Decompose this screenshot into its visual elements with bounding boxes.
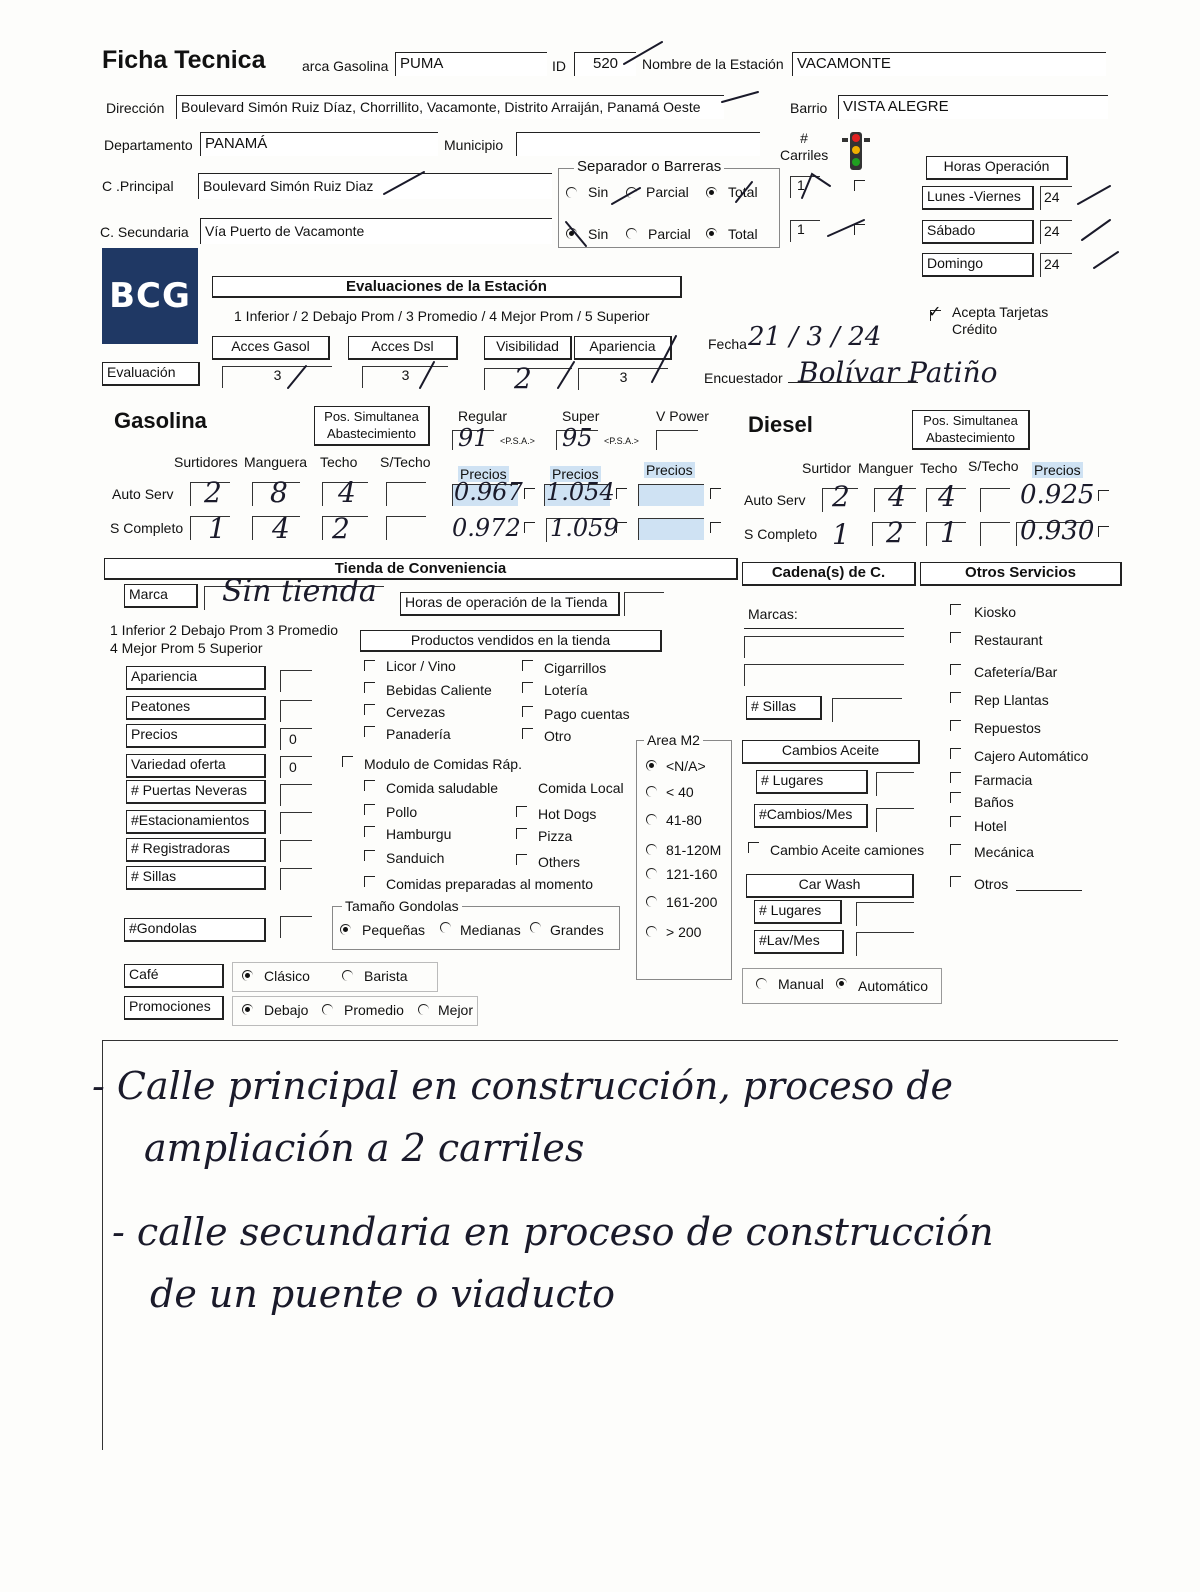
diesel-scompleto-surtidor[interactable]: 1 bbox=[832, 518, 850, 551]
rating-apariencia-field[interactable] bbox=[280, 670, 312, 692]
cambios-mes-field[interactable] bbox=[876, 808, 914, 832]
gas-autoserv-label: Auto Serv bbox=[112, 486, 174, 502]
gas-scompleto-label: S Completo bbox=[110, 520, 184, 536]
direccion-field[interactable]: Boulevard Simón Ruiz Díaz, Chorrillito, Vacamonte, Distrito Arraiján, Panamá Oeste bbox=[176, 95, 724, 119]
marca-field[interactable]: PUMA bbox=[395, 52, 547, 76]
diesel-scompleto-manguer: 2 bbox=[886, 516, 904, 549]
col-techo: Techo bbox=[320, 454, 358, 470]
repuestos-checkbox[interactable] bbox=[950, 720, 961, 731]
hamburgu-label: Hamburgu bbox=[386, 826, 452, 842]
cajero-label: Cajero Automático bbox=[974, 748, 1089, 764]
lav-mes-field[interactable] bbox=[856, 932, 914, 956]
diesel-autoserv-techo: 4 bbox=[938, 480, 956, 513]
note-line-1: - Calle principal en construcción, proceso de bbox=[92, 1064, 954, 1108]
gas-scompleto-stecho-field[interactable] bbox=[386, 516, 426, 540]
note-line-3: - calle secundaria en proceso de construcción bbox=[112, 1210, 994, 1254]
pago-cuentas-label: Pago cuentas bbox=[544, 706, 630, 722]
area-41-80-label: 41-80 bbox=[666, 812, 702, 828]
hot-dogs-label: Hot Dogs bbox=[538, 806, 597, 822]
evaluacion-label: Evaluación bbox=[102, 362, 200, 386]
banos-checkbox[interactable] bbox=[950, 792, 961, 803]
area-81-120-radio[interactable] bbox=[646, 844, 657, 855]
comida-saludable-checkbox[interactable] bbox=[364, 780, 375, 791]
gas-scompleto-vpower-check[interactable] bbox=[710, 522, 721, 533]
cambio-camiones-label: Cambio Aceite camiones bbox=[770, 842, 925, 858]
gas-autoserv-stecho-field[interactable] bbox=[386, 482, 426, 506]
area-group bbox=[636, 740, 732, 980]
diesel-scompleto-techo: 1 bbox=[940, 516, 958, 549]
municipio-field[interactable] bbox=[516, 132, 760, 156]
otro-checkbox[interactable] bbox=[522, 728, 533, 739]
principal-label: C .Principal bbox=[102, 178, 174, 194]
rating-puertas-label: # Puertas Neveras bbox=[126, 780, 266, 804]
diesel-autoserv-surtidor: 2 bbox=[832, 480, 850, 513]
notes-top-border bbox=[102, 1040, 1118, 1041]
apariencia-label: Apariencia bbox=[574, 336, 672, 360]
evaluaciones-title: Evaluaciones de la Estación bbox=[212, 276, 682, 298]
principal-sin-radio[interactable] bbox=[566, 187, 577, 198]
grandes-radio[interactable] bbox=[530, 922, 541, 933]
separador-legend: Separador o Barreras bbox=[574, 158, 724, 175]
traffic-light-icon bbox=[842, 132, 870, 172]
bebidas-label: Bebidas Caliente bbox=[386, 682, 492, 698]
loteria-label: Lotería bbox=[544, 682, 588, 698]
repuestos-label: Repuestos bbox=[974, 720, 1041, 736]
rating-apariencia-label: Apariencia bbox=[126, 666, 266, 690]
manual-label: Manual bbox=[778, 976, 824, 992]
sanduich-checkbox[interactable] bbox=[364, 850, 375, 861]
gas-scompleto-surtidores: 1 bbox=[208, 512, 226, 545]
rating-estacionamientos-field[interactable] bbox=[280, 812, 312, 834]
cafe-barista-radio[interactable] bbox=[342, 970, 353, 981]
cajero-checkbox[interactable] bbox=[950, 748, 961, 759]
acces-gasol-label: Acces Gasol bbox=[212, 336, 330, 360]
rating-sillas-field[interactable] bbox=[280, 868, 312, 890]
tienda-scale-1: 1 Inferior 2 Debajo Prom 3 Promedio bbox=[110, 622, 338, 638]
principal-parcial-radio[interactable] bbox=[626, 187, 637, 198]
rating-registradoras-label: # Registradoras bbox=[126, 838, 266, 862]
cafeteria-label: Cafetería/Bar bbox=[974, 664, 1058, 680]
super-octane-value: 95 bbox=[562, 424, 593, 452]
gas-scompleto-super-price: 1.059 bbox=[550, 514, 619, 542]
gas-autoserv-regular-check[interactable] bbox=[524, 488, 535, 499]
diesel-col-manguer: Manguer bbox=[858, 460, 914, 476]
comida-saludable-label: Comida saludable bbox=[386, 780, 499, 796]
tamano-legend: Tamaño Gondolas bbox=[342, 898, 462, 914]
encuestador-label: Encuestador bbox=[704, 370, 783, 386]
pizza-label: Pizza bbox=[538, 828, 573, 844]
visibilidad-label: Visibilidad bbox=[484, 336, 572, 360]
cafe-clasico-label: Clásico bbox=[264, 968, 310, 984]
rating-peatones-label: Peatones bbox=[126, 696, 266, 720]
acces-gasol-field[interactable]: 3 bbox=[222, 366, 332, 388]
gas-scompleto-manguera: 4 bbox=[272, 512, 290, 545]
farmacia-label: Farmacia bbox=[974, 772, 1033, 788]
rating-variedad-field[interactable]: 0 bbox=[280, 756, 312, 778]
licor-label: Licor / Vino bbox=[386, 658, 456, 674]
cafe-label: Café bbox=[124, 964, 224, 988]
horas-title: Horas Operación bbox=[926, 156, 1068, 180]
others-label: Others bbox=[538, 854, 581, 870]
medianas-label: Medianas bbox=[460, 922, 521, 938]
restaurant-label: Restaurant bbox=[974, 632, 1043, 648]
others-checkbox[interactable] bbox=[516, 854, 527, 865]
gas-autoserv-vpower-check[interactable] bbox=[710, 488, 721, 499]
diesel-col-surtidor: Surtidor bbox=[802, 460, 852, 476]
fecha-value: 21 / 3 / 24 bbox=[748, 322, 882, 352]
diesel-col-stecho: S/Techo bbox=[968, 458, 1019, 474]
diesel-autoserv-precio[interactable]: 0.925 bbox=[1020, 480, 1095, 510]
otros-title: Otros Servicios bbox=[920, 562, 1122, 586]
rating-registradoras-field[interactable] bbox=[280, 840, 312, 862]
cervezas-label: Cervezas bbox=[386, 704, 446, 720]
automatico-radio[interactable] bbox=[836, 978, 847, 989]
principal-total-radio[interactable] bbox=[706, 187, 717, 198]
area-41-80-radio[interactable] bbox=[646, 814, 657, 825]
gondolas-field[interactable] bbox=[280, 916, 312, 938]
regular-octane-value: 91 bbox=[458, 424, 489, 452]
preparadas-checkbox[interactable] bbox=[364, 876, 375, 887]
col-stecho: S/Techo bbox=[380, 454, 431, 470]
panaderia-label: Panadería bbox=[386, 726, 451, 742]
secundaria-parcial-radio[interactable] bbox=[626, 228, 637, 239]
carriles-principal-field[interactable]: 1 bbox=[790, 176, 820, 198]
direccion-label: Dirección bbox=[106, 100, 165, 116]
apariencia-field[interactable]: 3 bbox=[578, 368, 668, 390]
cafe-clasico-radio[interactable] bbox=[242, 970, 253, 981]
vpower-octane-field[interactable] bbox=[656, 430, 698, 450]
promo-debajo-label: Debajo bbox=[264, 1002, 309, 1018]
bebidas-checkbox[interactable] bbox=[364, 682, 375, 693]
rating-precios-label: Precios bbox=[126, 724, 266, 748]
note-line-4: de un puente o viaducto bbox=[150, 1272, 615, 1316]
restaurant-checkbox[interactable] bbox=[950, 632, 961, 643]
departamento-label: Departamento bbox=[104, 137, 193, 153]
promo-debajo-radio[interactable] bbox=[242, 1004, 253, 1015]
area-200-label: > 200 bbox=[666, 924, 702, 940]
productos-title: Productos vendidos en la tienda bbox=[360, 630, 662, 652]
gas-scompleto-super-check[interactable] bbox=[616, 522, 627, 533]
area-121-160-radio[interactable] bbox=[646, 868, 657, 879]
cambio-camiones-checkbox[interactable] bbox=[748, 842, 759, 853]
diesel-scompleto-check[interactable] bbox=[1098, 526, 1109, 537]
municipio-label: Municipio bbox=[444, 137, 504, 153]
kiosko-checkbox[interactable] bbox=[950, 604, 961, 615]
pequenas-radio[interactable] bbox=[340, 924, 351, 935]
promo-mejor-label: Mejor bbox=[438, 1002, 474, 1018]
gas-autoserv-vpower-price[interactable] bbox=[638, 484, 704, 506]
gasolina-pos-simultanea: Pos. Simultanea Abastecimiento bbox=[314, 406, 430, 446]
carriles-secundaria-field[interactable]: 1 bbox=[790, 220, 820, 242]
diesel-scompleto-precio: 0.930 bbox=[1020, 516, 1095, 546]
modulo-checkbox[interactable] bbox=[342, 756, 353, 767]
otros-checkbox[interactable] bbox=[950, 876, 961, 887]
mecanica-checkbox[interactable] bbox=[950, 844, 961, 855]
rating-puertas-field[interactable] bbox=[280, 784, 312, 806]
super-label: Super bbox=[562, 408, 600, 424]
cafeteria-checkbox[interactable] bbox=[950, 664, 961, 675]
area-161-200-radio[interactable] bbox=[646, 896, 657, 907]
otros-label: Otros bbox=[974, 876, 1009, 892]
col-manguera: Manguera bbox=[244, 454, 308, 470]
barrio-field[interactable]: VISTA ALEGRE bbox=[838, 95, 1108, 119]
promo-promedio-label: Promedio bbox=[344, 1002, 404, 1018]
horas-domingo-label: Domingo bbox=[922, 253, 1034, 277]
acces-dsl-field[interactable]: 3 bbox=[362, 366, 448, 388]
diesel-autoserv-manguer: 4 bbox=[888, 480, 906, 513]
carriles-secundaria-check[interactable] bbox=[854, 224, 865, 235]
departamento-field[interactable]: PANAMÁ bbox=[200, 132, 438, 156]
rep-llantas-label: Rep Llantas bbox=[974, 692, 1049, 708]
carwash-lugares-label: # Lugares bbox=[754, 900, 842, 924]
precios-regular-header: Precios bbox=[460, 466, 507, 482]
diesel-scompleto-label: S Completo bbox=[744, 526, 818, 542]
diesel-scompleto-stecho-field[interactable] bbox=[980, 522, 1010, 546]
hotel-checkbox[interactable] bbox=[950, 816, 961, 827]
hot-dogs-checkbox[interactable] bbox=[516, 806, 527, 817]
vpower-label: V Power bbox=[656, 408, 709, 424]
precios-super-header: Precios bbox=[552, 466, 599, 482]
area-200-radio[interactable] bbox=[646, 926, 657, 937]
pollo-label: Pollo bbox=[386, 804, 418, 820]
horas-lunes-label: Lunes -Viernes bbox=[922, 186, 1034, 210]
secundaria-sin-label: Sin bbox=[588, 226, 609, 242]
diesel-pos-simultanea: Pos. Simultanea Abastecimiento bbox=[912, 410, 1030, 450]
lav-mes-label: #Lav/Mes bbox=[754, 930, 844, 954]
principal-field[interactable]: Boulevard Simón Ruiz Diaz bbox=[198, 173, 552, 199]
gas-scompleto-vpower-price[interactable] bbox=[638, 518, 704, 540]
visibilidad-value: 2 bbox=[514, 362, 532, 395]
cambios-lugares-field[interactable] bbox=[876, 772, 914, 796]
gas-scompleto-techo: 2 bbox=[332, 512, 350, 545]
secundaria-label: C. Secundaria bbox=[100, 224, 189, 240]
cambios-title: Cambios Aceite bbox=[742, 740, 920, 764]
kiosko-label: Kiosko bbox=[974, 604, 1017, 620]
area-legend: Area M2 bbox=[644, 732, 703, 748]
promociones-label: Promociones bbox=[124, 996, 224, 1020]
col-surtidores: Surtidores bbox=[174, 454, 238, 470]
evaluaciones-scale: 1 Inferior / 2 Debajo Prom / 3 Promedio / 4 Mejor Prom / 5 Superior bbox=[234, 308, 650, 324]
otros-line bbox=[1016, 890, 1082, 891]
tienda-title: Tienda de Conveniencia bbox=[104, 558, 738, 580]
diesel-col-techo: Techo bbox=[920, 460, 958, 476]
licor-checkbox[interactable] bbox=[364, 660, 375, 671]
cadena-marcas-field-1[interactable] bbox=[744, 636, 904, 658]
modulo-label: Modulo de Comidas Ráp. bbox=[364, 756, 522, 772]
principal-parcial-label: Parcial bbox=[646, 184, 689, 200]
rep-llantas-checkbox[interactable] bbox=[950, 692, 961, 703]
area-na-label: <N/A> bbox=[666, 758, 706, 774]
cadena-marcas-line-1 bbox=[744, 628, 904, 629]
gas-scompleto-regular-price[interactable]: 0.972 bbox=[452, 514, 521, 542]
precios-vpower-header: Precios bbox=[646, 462, 693, 478]
diesel-autoserv-label: Auto Serv bbox=[744, 492, 806, 508]
cafe-barista-label: Barista bbox=[364, 968, 408, 984]
diesel-title: Diesel bbox=[748, 412, 813, 437]
diesel-autoserv-check[interactable] bbox=[1098, 490, 1109, 501]
horas-sabado-label: Sábado bbox=[922, 220, 1034, 244]
carwash-lugares-field[interactable] bbox=[856, 902, 914, 926]
cervezas-checkbox[interactable] bbox=[364, 704, 375, 715]
pequenas-label: Pequeñas bbox=[362, 922, 426, 938]
principal-total-label: Total bbox=[728, 184, 758, 200]
id-label: ID bbox=[552, 58, 566, 74]
gondolas-label: #Gondolas bbox=[124, 918, 266, 942]
super-psa: <P.S.A.> bbox=[604, 436, 639, 446]
rating-peatones-field[interactable] bbox=[280, 700, 312, 722]
rating-sillas-label: # Sillas bbox=[126, 866, 266, 890]
secundaria-field[interactable]: Vía Puerto de Vacamonte bbox=[200, 218, 552, 244]
area-161-200-label: 161-200 bbox=[666, 894, 718, 910]
tienda-horas-field[interactable] bbox=[624, 592, 664, 616]
barrio-label: Barrio bbox=[790, 100, 828, 116]
cambios-lugares-label: # Lugares bbox=[756, 770, 868, 794]
cadena-title: Cadena(s) de C. bbox=[742, 562, 916, 586]
encuestador-value: Bolívar Patiño bbox=[798, 356, 998, 389]
nombre-label: Nombre de la Estación bbox=[642, 56, 784, 72]
gas-autoserv-super-price: 1.054 bbox=[546, 478, 615, 506]
nombre-field[interactable]: VACAMONTE bbox=[792, 52, 1106, 76]
secundaria-total-radio[interactable] bbox=[706, 228, 717, 239]
rating-precios-field[interactable]: 0 bbox=[280, 728, 312, 750]
gas-autoserv-super-check[interactable] bbox=[616, 488, 627, 499]
pago-cuentas-checkbox[interactable] bbox=[522, 706, 533, 717]
tienda-marca-label: Marca bbox=[124, 584, 198, 608]
panaderia-checkbox[interactable] bbox=[364, 726, 375, 737]
banos-label: Baños bbox=[974, 794, 1014, 810]
cambios-mes-label: #Cambios/Mes bbox=[754, 804, 868, 828]
gas-autoserv-manguera: 8 bbox=[270, 476, 288, 509]
id-field[interactable]: 520 bbox=[574, 52, 636, 76]
secundaria-parcial-label: Parcial bbox=[648, 226, 691, 242]
promo-promedio-radio[interactable] bbox=[322, 1004, 333, 1015]
promo-mejor-radio[interactable] bbox=[418, 1004, 429, 1015]
acces-dsl-label: Acces Dsl bbox=[348, 336, 458, 360]
gas-autoserv-techo: 4 bbox=[338, 476, 356, 509]
loteria-checkbox[interactable] bbox=[522, 682, 533, 693]
carriles-principal-check[interactable] bbox=[854, 180, 865, 191]
horas-lunes-field[interactable]: 24 bbox=[1040, 186, 1072, 210]
area-81-120-label: 81-120M bbox=[666, 842, 722, 858]
tienda-marca-value: Sin tienda bbox=[222, 574, 377, 609]
farmacia-checkbox[interactable] bbox=[950, 772, 961, 783]
cadena-sillas-label: # Sillas bbox=[746, 696, 822, 720]
principal-sin-label: Sin bbox=[588, 184, 609, 200]
carwash-title: Car Wash bbox=[746, 874, 914, 898]
rating-estacionamientos-label: #Estacionamientos bbox=[126, 810, 266, 834]
gas-autoserv-regular-price: 0.967 bbox=[454, 478, 523, 506]
fecha-label: Fecha bbox=[708, 336, 747, 352]
diesel-precios-header: Precios bbox=[1034, 462, 1081, 478]
form-title: Ficha Tecnica bbox=[102, 46, 266, 74]
mecanica-label: Mecánica bbox=[974, 844, 1034, 860]
secundaria-total-label: Total bbox=[728, 226, 758, 242]
preparadas-label: Comidas preparadas al momento bbox=[386, 876, 593, 892]
cigarrillos-checkbox[interactable] bbox=[522, 660, 533, 671]
area-na-radio[interactable] bbox=[646, 760, 657, 771]
automatico-label: Automático bbox=[858, 978, 929, 994]
bcg-logo: BCG bbox=[102, 248, 198, 344]
area-121-160-label: 121-160 bbox=[666, 866, 718, 882]
rating-variedad-label: Variedad oferta bbox=[126, 754, 266, 778]
medianas-radio[interactable] bbox=[440, 922, 451, 933]
manual-radio[interactable] bbox=[756, 978, 767, 989]
hamburgu-checkbox[interactable] bbox=[364, 826, 375, 837]
note-line-2: ampliación a 2 carriles bbox=[144, 1126, 585, 1170]
cadena-marcas-label: Marcas: bbox=[748, 606, 798, 622]
pizza-checkbox[interactable] bbox=[516, 828, 527, 839]
area-40-label: < 40 bbox=[666, 784, 694, 800]
carriles-label: # Carriles bbox=[780, 130, 829, 163]
cigarrillos-label: Cigarrillos bbox=[544, 660, 607, 676]
hotel-label: Hotel bbox=[974, 818, 1007, 834]
gas-scompleto-regular-check[interactable] bbox=[524, 522, 535, 533]
tienda-scale-2: 4 Mejor Prom 5 Superior bbox=[110, 640, 263, 656]
acepta-tarjetas-check-icon: ✓ bbox=[928, 304, 942, 321]
pollo-checkbox[interactable] bbox=[364, 804, 375, 815]
acepta-tarjetas-label: Acepta Tarjetas Crédito bbox=[952, 304, 1049, 337]
marca-label: arca Gasolina bbox=[302, 58, 389, 74]
gas-autoserv-surtidores: 2 bbox=[204, 476, 222, 509]
area-40-radio[interactable] bbox=[646, 786, 657, 797]
diesel-autoserv-stecho-field[interactable] bbox=[980, 488, 1010, 512]
tienda-horas-label: Horas de operación de la Tienda bbox=[400, 592, 620, 616]
horas-domingo-field[interactable]: 24 bbox=[1040, 253, 1072, 277]
grandes-label: Grandes bbox=[550, 922, 604, 938]
secundaria-sin-radio[interactable] bbox=[566, 228, 577, 239]
gasolina-title: Gasolina bbox=[114, 408, 207, 433]
otro-label: Otro bbox=[544, 728, 572, 744]
regular-label: Regular bbox=[458, 408, 508, 424]
sanduich-label: Sanduich bbox=[386, 850, 445, 866]
horas-sabado-field[interactable]: 24 bbox=[1040, 220, 1072, 244]
cadena-sillas-field[interactable] bbox=[832, 698, 902, 722]
regular-psa: <P.S.A.> bbox=[500, 436, 535, 446]
comida-local-label: Comida Local bbox=[538, 780, 624, 796]
cadena-marcas-field-2[interactable] bbox=[744, 664, 904, 686]
